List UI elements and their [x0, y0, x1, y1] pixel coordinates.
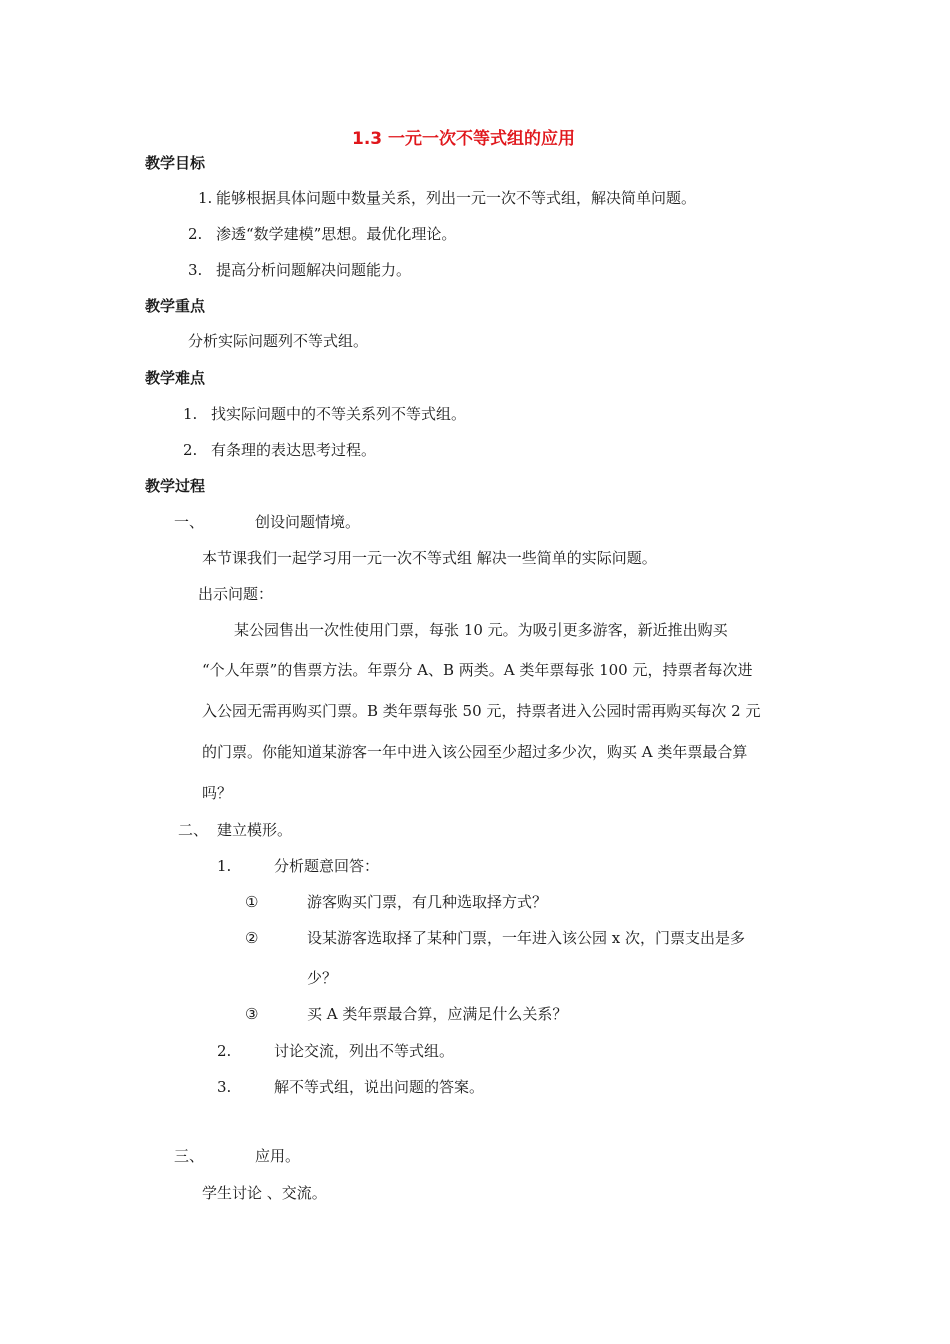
step-3-num: 3. — [217, 1078, 232, 1096]
difficulty-2-num: 2. — [183, 441, 198, 459]
objective-2-text: 渗透“数学建模”思想。最优化理论。 — [216, 225, 457, 243]
step-2-num: 2. — [217, 1042, 232, 1060]
difficulty-1-text: 找实际问题中的不等关系列不等式组。 — [211, 405, 467, 423]
objective-3-text: 提高分析问题解决问题能力。 — [216, 261, 412, 279]
question-3-text: 买 A 类年票最合算，应满足什么关系？ — [307, 1005, 568, 1023]
key-points-heading: 教学重点 — [145, 297, 206, 315]
key-points-text: 分析实际问题列不等式组。 — [188, 332, 369, 350]
objective-3-num: 3. — [188, 261, 203, 279]
problem-line-3: 入公园无需再购买门票。B 类年票每张 50 元，持票者进入公园时需再购买每次 2 元 — [202, 702, 761, 720]
question-2-text: 设某游客选取择了某种门票，一年进入该公园 x 次，门票支出是多 — [307, 929, 745, 947]
part3-num: 三、 — [174, 1147, 205, 1165]
problem-line-5: 吗？ — [202, 784, 233, 802]
difficulty-2-text: 有条理的表达思考过程。 — [211, 441, 377, 459]
objective-1-num: 1. — [198, 189, 213, 207]
problem-line-4: 的门票。你能知道某游客一年中进入该公园至少超过多少次，购买 A 类年票最合算 — [202, 743, 748, 761]
difficulty-1-num: 1. — [183, 405, 198, 423]
objective-1-text: 能够根据具体问题中数量关系，列出一元一次不等式组，解决简单问题。 — [216, 189, 697, 207]
part1-intro: 本节课我们一起学习用一元一次不等式组 解决一些简单的实际问题。 — [202, 549, 657, 567]
part1-title: 创设问题情境。 — [255, 513, 361, 531]
objectives-heading: 教学目标 — [145, 154, 206, 172]
part1-num: 一、 — [174, 513, 205, 531]
question-2-num: ② — [245, 929, 259, 947]
part2-title: 建立模形。 — [217, 821, 293, 839]
difficulties-heading: 教学难点 — [145, 369, 206, 387]
objective-2-num: 2. — [188, 225, 203, 243]
part3-title: 应用。 — [255, 1147, 301, 1165]
part2-num: 二、 — [178, 821, 209, 839]
question-1-num: ① — [245, 893, 259, 911]
step-1-text: 分析题意回答： — [274, 857, 380, 875]
part1-show: 出示问题： — [198, 585, 274, 603]
step-3-text: 解不等式组，说出问题的答案。 — [274, 1078, 485, 1096]
question-3-num: ③ — [245, 1005, 259, 1023]
process-heading: 教学过程 — [145, 477, 206, 495]
question-1-text: 游客购买门票，有几种选取择方式？ — [307, 893, 548, 911]
page-title: 1.3 一元一次不等式组的应用 — [352, 129, 576, 149]
step-1-num: 1. — [217, 857, 232, 875]
problem-line-1: 某公园售出一次性使用门票，每张 10 元。为吸引更多游客，新近推出购买 — [234, 621, 728, 639]
problem-line-2: “个人年票”的售票方法。年票分 A、B 两类。A 类年票每张 100 元，持票者每次进 — [202, 661, 753, 679]
part3-text: 学生讨论 、交流。 — [202, 1184, 327, 1202]
step-2-text: 讨论交流，列出不等式组。 — [274, 1042, 455, 1060]
question-2-continuation: 少？ — [307, 969, 338, 987]
